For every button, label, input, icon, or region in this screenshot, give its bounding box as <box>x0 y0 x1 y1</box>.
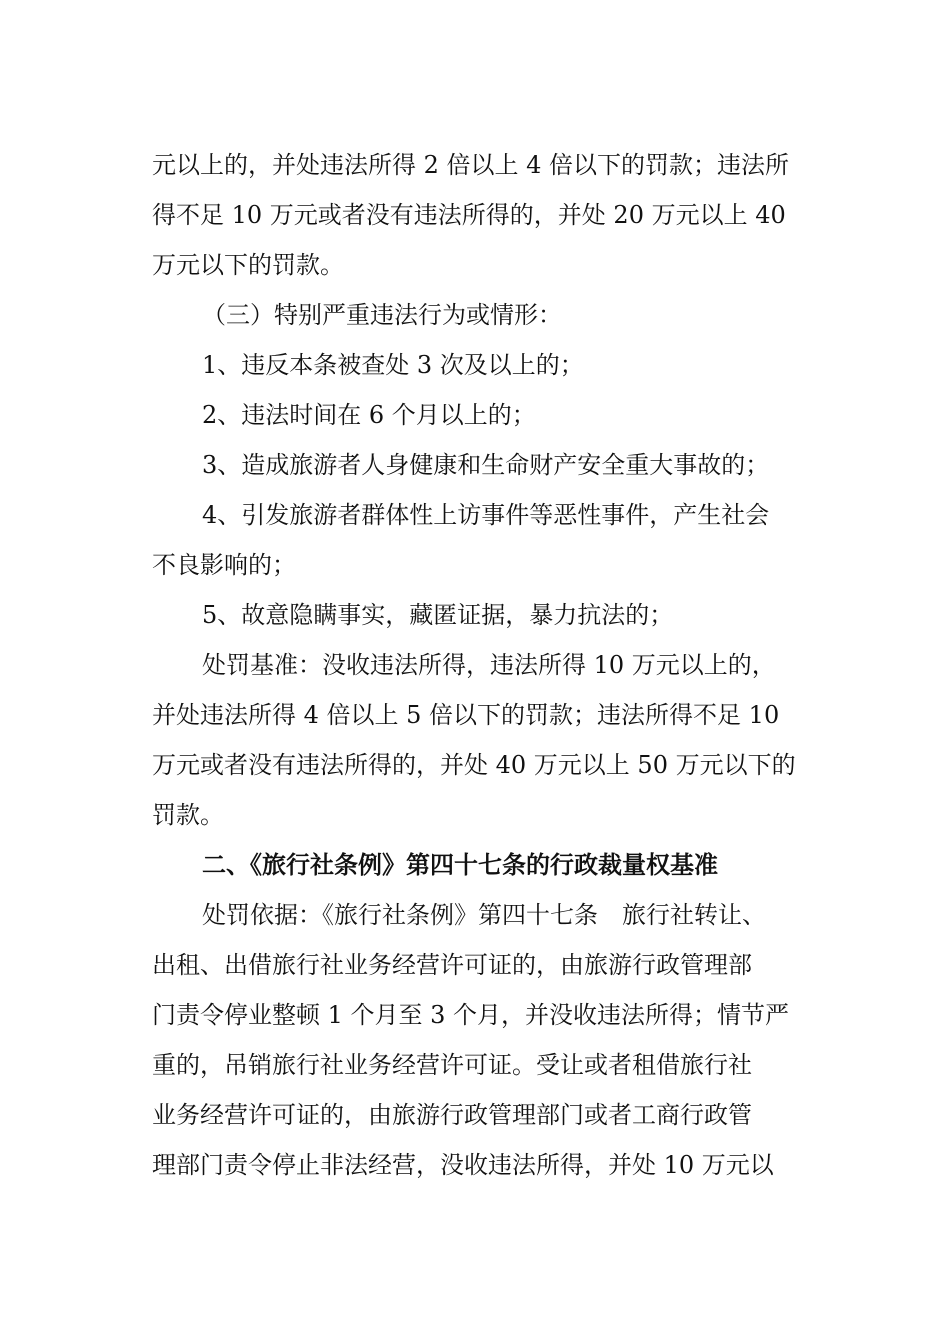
text-line: 重的，吊销旅行社业务经营许可证。受让或者租借旅行社 <box>152 1051 752 1079</box>
text-line: 罚款。 <box>152 801 224 829</box>
text-line: 业务经营许可证的，由旅游行政管理部门或者工商行政管 <box>152 1101 752 1129</box>
section-heading: 二、《旅行社条例》第四十七条的行政裁量权基准 <box>202 851 718 879</box>
list-item: 5、故意隐瞒事实，藏匿证据，暴力抗法的； <box>202 601 674 629</box>
text-line: 得不足 10 万元或者没有违法所得的，并处 20 万元以上 40 <box>152 201 786 229</box>
list-item: 2、违法时间在 6 个月以上的； <box>202 401 536 429</box>
text-line: 不良影响的； <box>152 551 296 579</box>
list-item: 3、造成旅游者人身健康和生命财产安全重大事故的； <box>202 451 770 479</box>
text-line: 万元以下的罚款。 <box>152 251 344 279</box>
text-line: 万元或者没有违法所得的，并处 40 万元以上 50 万元以下的 <box>152 751 796 779</box>
document-body <box>152 140 812 1190</box>
text-line: 门责令停业整顿 1 个月至 3 个月，并没收违法所得；情节严 <box>152 1001 790 1029</box>
text-line: 理部门责令停止非法经营，没收违法所得，并处 10 万元以 <box>152 1151 774 1179</box>
list-item: 1、违反本条被查处 3 次及以上的； <box>202 351 584 379</box>
penalty-basis: 处罚依据：《旅行社条例》第四十七条 旅行社转让、 <box>202 901 766 929</box>
text-line: 元以上的，并处违法所得 2 倍以上 4 倍以下的罚款；违法所 <box>152 151 790 179</box>
penalty-standard: 处罚基准：没收违法所得，违法所得 10 万元以上的， <box>202 651 776 679</box>
text-line: 出租、出借旅行社业务经营许可证的，由旅游行政管理部 <box>152 951 752 979</box>
text-line: 并处违法所得 4 倍以上 5 倍以下的罚款；违法所得不足 10 <box>152 701 780 729</box>
list-item: 4、引发旅游者群体性上访事件等恶性事件，产生社会 <box>202 501 770 529</box>
section-subheading: （三）特别严重违法行为或情形： <box>202 301 562 329</box>
